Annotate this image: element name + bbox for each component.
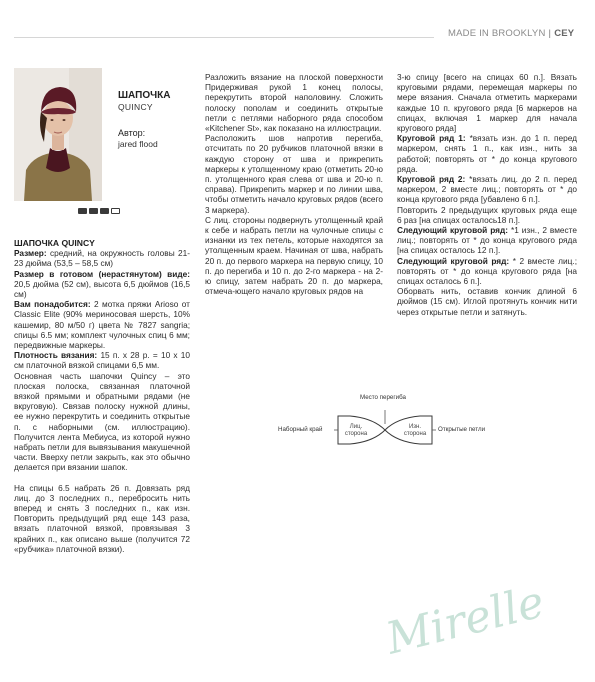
pattern-title: ШАПОЧКА: [118, 90, 171, 101]
gauge-text: 15 п. х 28 р. = 10 х 10 см платочной вязкой спицами 6,5 мм.: [14, 350, 191, 371]
gauge-label: Плотность вязания:: [14, 350, 98, 361]
right-side-word-1: Лиц.: [349, 424, 363, 430]
rounds-intro-paragraph: 3-ю спицу [всего на спицах 60 п.]. Вязать круговыми рядами, перемещая маркеры по мере вязания. Сначала отметить маркерами каждые 10 п. кругового ряда [6 маркеров на спицах, включая 1 маркер для начала кругового ряда]: [397, 72, 577, 134]
wrong-side-label: [400, 424, 430, 438]
round-1-paragraph: [397, 133, 577, 174]
pattern-subtitle: QUINCY: [118, 102, 153, 112]
pickup-paragraph: С лиц. стороны подвернуть утолщенный край к себе и набрать петли на чулочные спицы с изнанки из тех петель, которые находятся за утолщенным краем. Начиная от шва, набрать 20 п. до первого маркера на первую спицу, 10 п. до перегиба и 10 п. до 2-го маркера - на 2-ю спицу, затем набрать 20 п. до маркера, отмеча-ющего начало круговых рядов на: [205, 214, 383, 297]
wrong-side-word-1: Изн.: [408, 424, 422, 430]
materials-label: Вам понадобится:: [14, 299, 91, 310]
materials-text: 2 мотка пряжи Arioso от Classic Elite (90% мериносовая шерсть, 10% кашемир, 80 м/50 г) цвета № 7827 sangria; спицы 6.5 мм; комплект чулочных спиц 6 мм; передвижные маркеры.: [14, 299, 190, 351]
finished-size-label: Размер в готовом (нерастянутом) виде:: [14, 268, 190, 279]
watermark: [381, 576, 585, 665]
mobius-strip-drawing: [278, 388, 508, 478]
photo-pager: [78, 208, 120, 214]
cast-on-paragraph: На спицы 6.5 набрать 26 п. Довязать ряд лиц. до 3 последних п., перебросить нить вперед и снять 3 последних п., как изн. Повторить предыдущий ряд еще 143 раза, вязать платочной вязкой, провязывая 3 крайних п., как описано выше (получится 72 «рубчика» платочной вязки).: [14, 482, 190, 554]
finished-size-paragraph: [14, 269, 190, 300]
assembly-paragraph: Разложить вязание на плоской поверхности Придерживая рукой 1 конец полосы, перекрутить второй наполовину. Сложить полоску пополам и соединить открытые петли с петлями наборного ряда способом «Kitchener St», как показано на иллюстрации.: [205, 72, 383, 134]
next-round-2-paragraph: [397, 256, 577, 287]
pager-dot[interactable]: [100, 208, 109, 214]
column-left: [14, 238, 190, 554]
size-text: средний, на окружность головы 21-23 дюйма (53,5 – 58,5 см): [14, 248, 190, 269]
round-1-label: Круговой ряд 1:: [397, 133, 466, 144]
caston-edge-label: Наборный край: [278, 426, 323, 433]
materials-paragraph: [14, 299, 190, 350]
brand-name: MADE IN BROOKLYN: [448, 28, 546, 39]
pager-dot[interactable]: [89, 208, 98, 214]
intro-paragraph: Основная часть шапочки Quincy – это плоская полоска, связанная платочной вязкой прямыми и обратными рядами (не вкруговую). Связав полоску нужной длины, ее нужно перекрутить и соединить открытые п. с наборными (см. иллюстрацию). Получится лента Мебиуса, из которой нужно набрать петли для вывязывания макушечной части. Вверху петли закрыть, как это обычно делается при вязании шапок.: [14, 370, 190, 473]
size-label: Размер:: [14, 248, 47, 259]
header-rule: [14, 37, 434, 38]
pager-dot[interactable]: [111, 208, 120, 214]
right-side-word-2: сторона: [344, 431, 368, 437]
finishing-paragraph: Оборвать нить, оставив кончик длиной 6 дюймов (15 см). Иглой протянуть кончик нити через открытые петли и затянуть.: [397, 286, 577, 317]
brand-code: CEY: [554, 28, 575, 39]
size-paragraph: [14, 248, 190, 268]
markers-paragraph: Расположить шов напротив перегиба, отсчитать по 20 рубчиков платочной вязки в каждую сторону от шва и прикрепить маркеры к утолщенному краю (отметить 20-ю п. утолщенного края слева от шва и 20-ю п. справа). Прикрепить маркер и по линии шва, чтобы отметить начало круговых рядов (всего 3 маркера).: [205, 133, 383, 215]
author-label: Автор:: [118, 128, 146, 138]
round-2-paragraph: [397, 174, 577, 205]
open-stitches-label: Открытые петли: [438, 426, 486, 433]
round-1-text: *вязать изн. до 1 п. перед маркером, снять 1 п., как изн., нить за работой; повторять от * до конца кругового ряда.: [397, 133, 578, 174]
finished-size-text: 20,5 дюйма (52 см), высота 6,5 дюймов (16,5 см): [14, 278, 190, 300]
next-round-2-text: * 2 вместе лиц.; повторять от * до конца кругового ряда [на спицах осталось 6 п.].: [397, 255, 578, 287]
column-middle: [205, 72, 383, 296]
wrong-side-word-2: сторона: [403, 431, 427, 437]
pager-dot[interactable]: [78, 208, 87, 214]
next-round-2-label: Следующий круговой ряд:: [397, 255, 510, 266]
model-photo-illustration: [14, 68, 102, 201]
pattern-title-block: [118, 90, 198, 149]
repeat-paragraph: Повторить 2 предыдущих круговых ряда еще 6 раз [на спицах осталось18 п.].: [397, 204, 577, 225]
author-name: jared flood: [118, 139, 158, 149]
section-heading: ШАПОЧКА QUINCY: [14, 238, 95, 248]
mobius-diagram: [278, 388, 508, 478]
next-round-1-paragraph: [397, 225, 577, 256]
gauge-paragraph: [14, 350, 190, 370]
brand-separator: |: [548, 28, 552, 39]
right-side-label: [341, 424, 371, 438]
fold-label: Место перегиба: [360, 394, 406, 401]
next-round-1-label: Следующий круговой ряд:: [397, 225, 509, 236]
column-right: [397, 72, 577, 317]
brand-header: [448, 28, 574, 39]
watermark-text: Mirelle: [381, 576, 550, 665]
round-2-label: Круговой ряд 2:: [397, 174, 466, 185]
model-photo: [14, 68, 102, 201]
round-2-text: *вязать лиц. до 2 п. перед маркером, 2 вместе лиц.; повторять от * до конца кругового ряда [убавлено 6 п.].: [397, 174, 577, 205]
next-round-1-text: *1 изн., 2 вместе лиц.; повторять от * до конца кругового ряда [на спицах осталось 12 п.].: [397, 225, 578, 256]
